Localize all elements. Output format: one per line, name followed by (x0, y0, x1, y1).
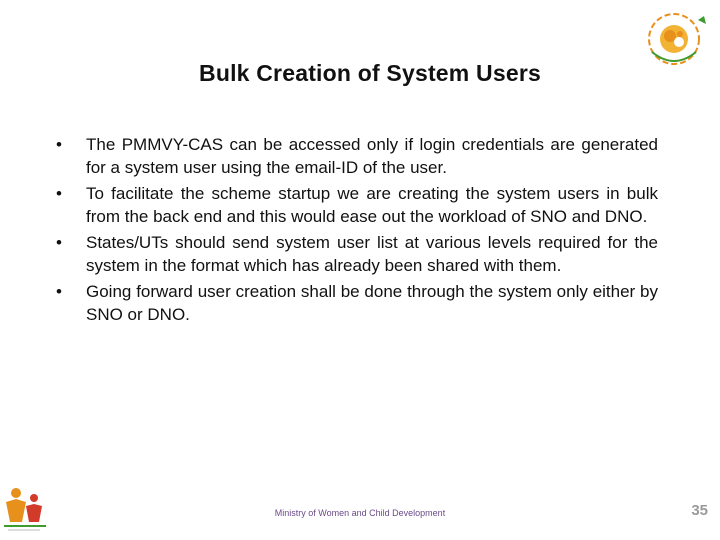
bullet-list (56, 134, 658, 330)
bullet-point-icon: • (56, 184, 62, 203)
footer-ministry-text: Ministry of Women and Child Development (274, 508, 446, 518)
bullet-point-icon: • (56, 282, 62, 301)
bullet-text: Going forward user creation shall be done through the system only either by SNO or DNO. (86, 282, 658, 324)
bullet-text: To facilitate the scheme startup we are creating the system users in bulk from the back end and this would ease out the workload of SNO and DNO. (86, 184, 658, 226)
family-logo-icon (2, 486, 54, 532)
bullet-point-icon: • (56, 233, 62, 252)
bullet-item (56, 183, 658, 228)
bullet-item (56, 134, 658, 179)
bullet-text: States/UTs should send system user list at various levels required for the system in the format which has already been shared with them. (86, 233, 658, 275)
bullet-item (56, 281, 658, 326)
bullet-item (56, 232, 658, 277)
page-number: 35 (691, 502, 708, 519)
slide-title: Bulk Creation of System Users (199, 60, 541, 86)
bullet-text: The PMMVY-CAS can be accessed only if login credentials are generated for a system user using the email-ID of the user. (86, 135, 658, 177)
bullet-point-icon: • (56, 135, 62, 154)
